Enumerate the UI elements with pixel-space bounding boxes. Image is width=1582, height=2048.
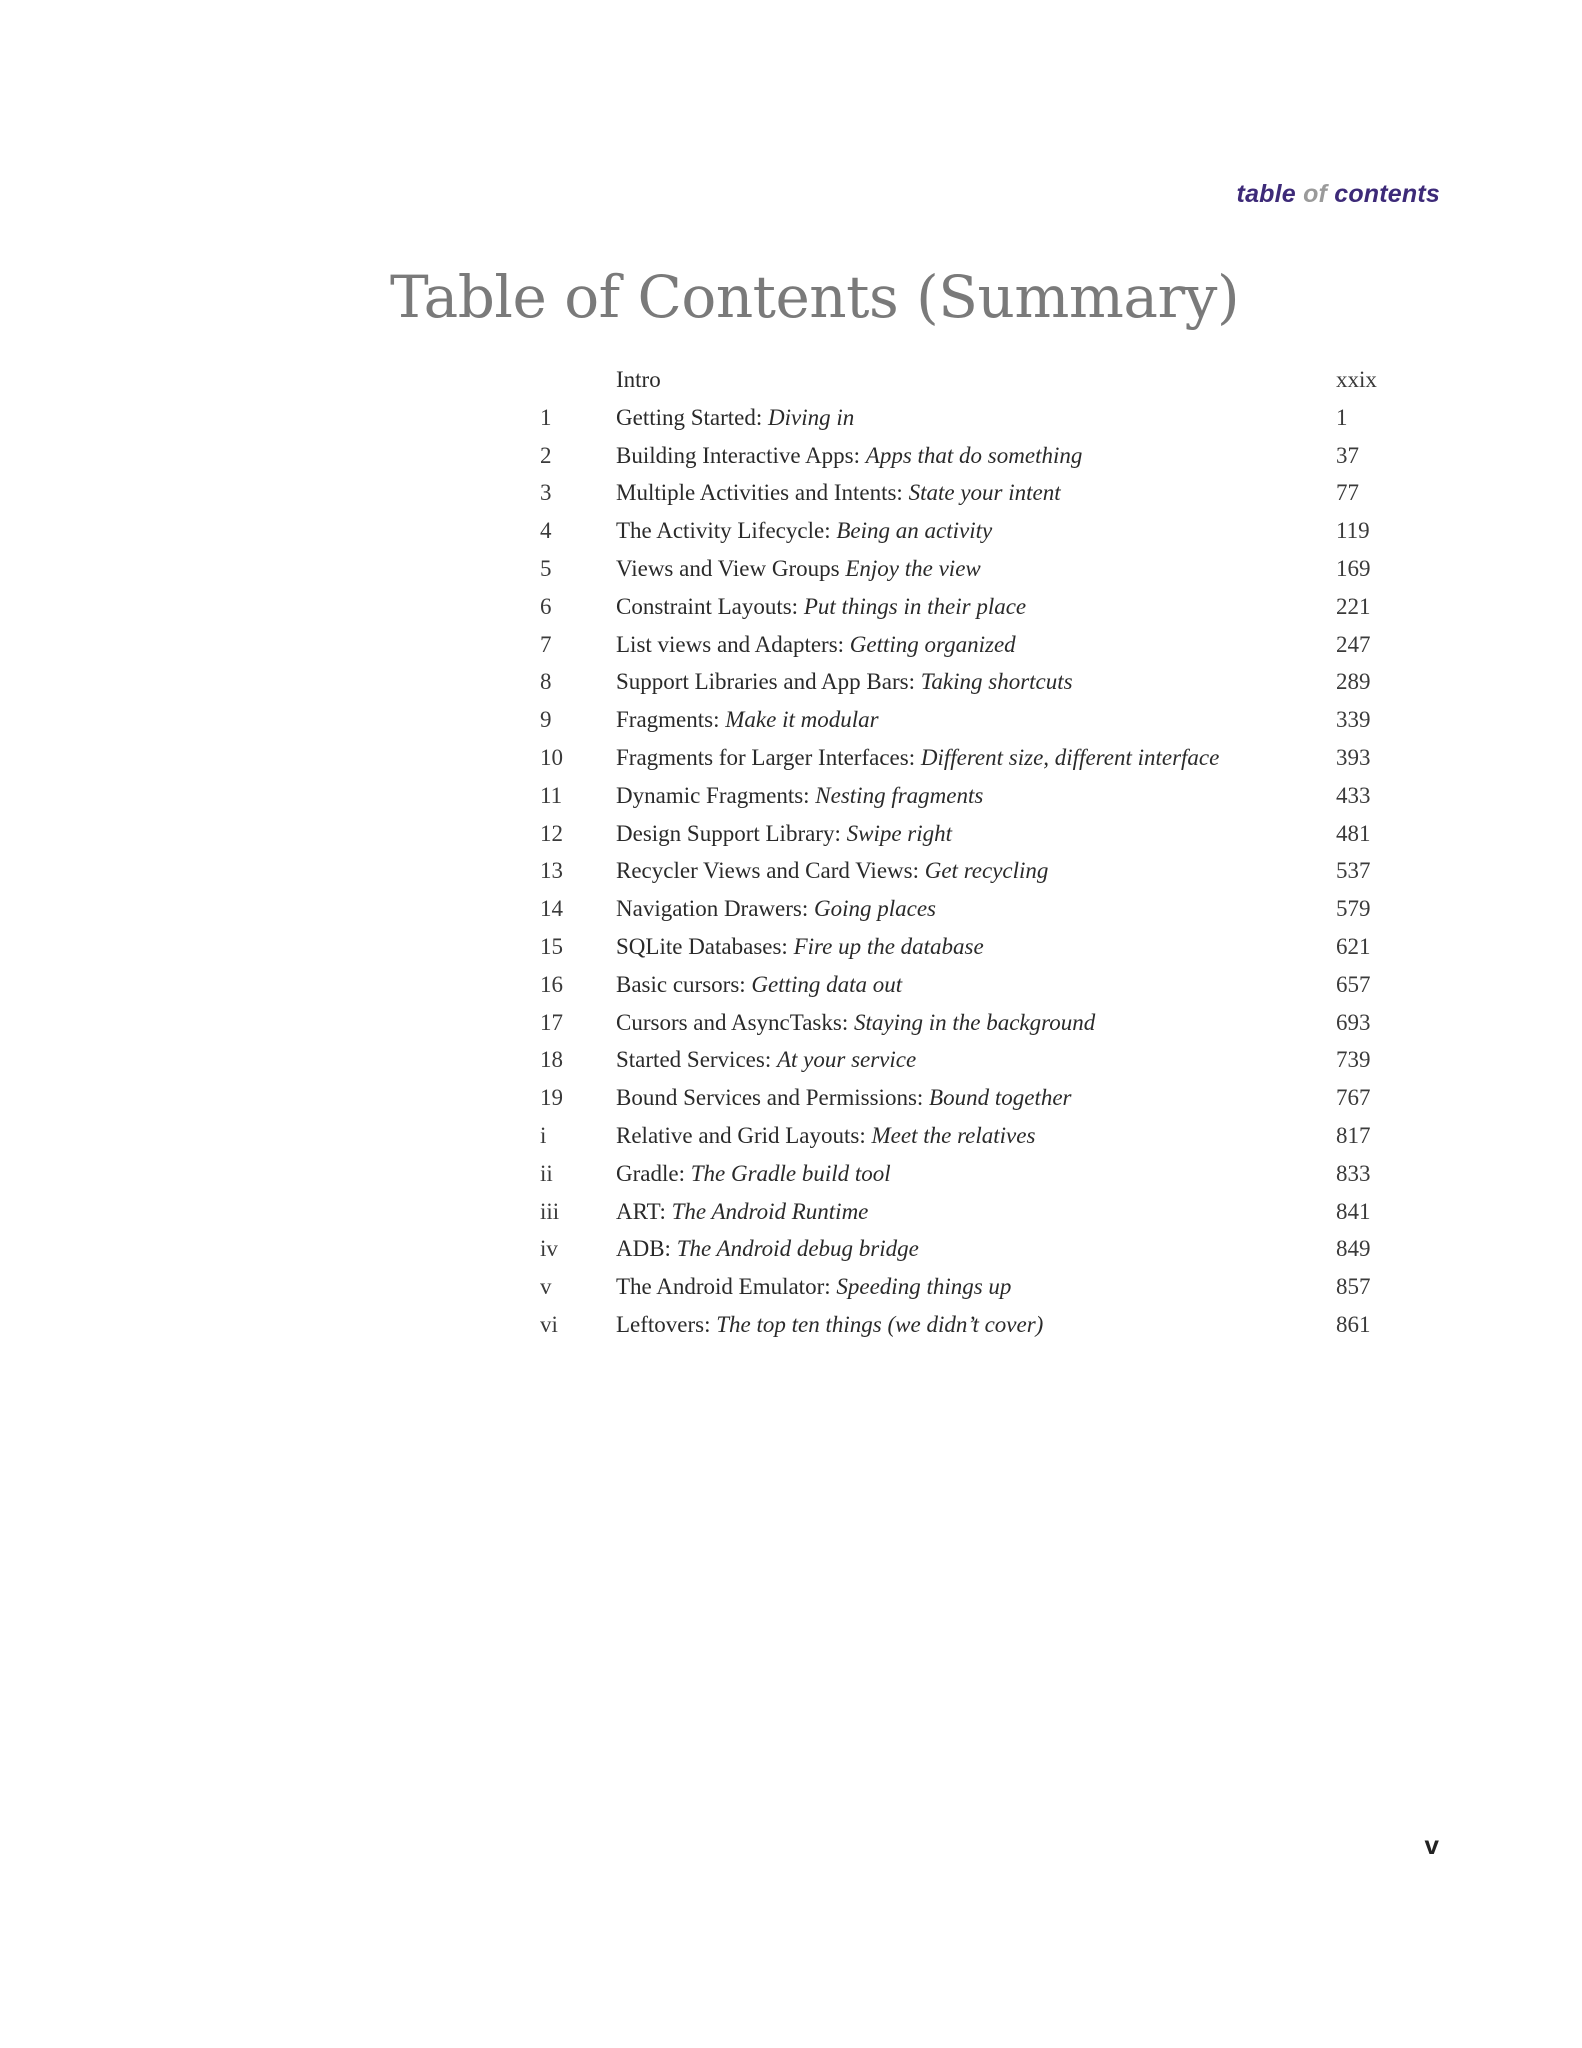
toc-entry-chapter-title: Design Support Library: bbox=[616, 820, 841, 846]
toc-entry-number: 1 bbox=[540, 404, 552, 430]
toc-entry bbox=[540, 739, 1390, 777]
toc-entry-subtitle: Going places bbox=[814, 896, 937, 922]
toc-entry-title bbox=[616, 399, 854, 437]
toc-entry-chapter-title: Recycler Views and Card Views: bbox=[616, 858, 919, 884]
toc-entry-chapter-title: The Activity Lifecycle: bbox=[616, 518, 831, 544]
toc-entry-subtitle: The Android debug bridge bbox=[676, 1236, 919, 1262]
toc-entry bbox=[540, 701, 1390, 739]
toc-entry-number: 19 bbox=[540, 1085, 563, 1111]
toc-entry bbox=[540, 663, 1390, 701]
toc-entry-title bbox=[616, 1155, 891, 1193]
toc-entry-number: 8 bbox=[540, 669, 552, 695]
toc-entry-title bbox=[616, 1230, 919, 1268]
toc-entry-chapter-title: Support Libraries and App Bars: bbox=[616, 669, 915, 695]
toc-entry-chapter-title: ADB: bbox=[616, 1236, 671, 1262]
toc-list bbox=[540, 361, 1390, 1344]
toc-entry bbox=[540, 852, 1390, 890]
toc-entry-subtitle: Swipe right bbox=[846, 820, 953, 846]
toc-entry-page: 857 bbox=[1336, 1274, 1371, 1300]
toc-entry-number: 7 bbox=[540, 631, 552, 657]
toc-entry-page: 579 bbox=[1336, 896, 1371, 922]
toc-entry-page: 537 bbox=[1336, 858, 1371, 884]
toc-entry-number: 2 bbox=[540, 442, 552, 468]
toc-entry-page: 481 bbox=[1336, 820, 1371, 846]
toc-entry-number: iii bbox=[540, 1198, 560, 1224]
page-number: v bbox=[1424, 1830, 1439, 1860]
toc-entry-title bbox=[616, 474, 1061, 512]
toc-entry-chapter-title: Building Interactive Apps: bbox=[616, 442, 861, 468]
toc-entry-page: 739 bbox=[1336, 1047, 1371, 1073]
toc-entry-subtitle: Different size, different interface bbox=[920, 744, 1220, 770]
toc-entry-chapter-title: Intro bbox=[616, 367, 661, 392]
toc-entry-title bbox=[616, 966, 902, 1004]
toc-entry-chapter-title: Multiple Activities and Intents: bbox=[616, 480, 903, 506]
toc-entry bbox=[540, 1155, 1390, 1193]
toc-entry-page: 339 bbox=[1336, 707, 1371, 733]
toc-entry-number: 10 bbox=[540, 744, 563, 770]
toc-entry bbox=[540, 1306, 1390, 1344]
toc-entry bbox=[540, 1004, 1390, 1042]
toc-entry-subtitle: Speeding things up bbox=[836, 1274, 1012, 1300]
toc-entry bbox=[540, 550, 1390, 588]
toc-entry-page: 841 bbox=[1336, 1198, 1371, 1224]
toc-entry-page: 849 bbox=[1336, 1236, 1371, 1262]
toc-entry bbox=[540, 474, 1390, 512]
toc-entry bbox=[540, 815, 1390, 853]
toc-entry-number: iv bbox=[540, 1236, 558, 1262]
toc-entry-subtitle: Meet the relatives bbox=[871, 1122, 1036, 1148]
running-head-contents: contents bbox=[1334, 180, 1440, 208]
toc-entry-chapter-title: Navigation Drawers: bbox=[616, 896, 809, 922]
toc-entry-number: 17 bbox=[540, 1009, 563, 1035]
toc-entry-subtitle: Put things in their place bbox=[803, 593, 1027, 619]
toc-entry-title bbox=[616, 1117, 1035, 1155]
toc-entry-chapter-title: Started Services: bbox=[616, 1047, 772, 1073]
toc-entry-title bbox=[616, 852, 1048, 890]
toc-entry-page: 289 bbox=[1336, 669, 1371, 695]
toc-entry bbox=[540, 890, 1390, 928]
toc-entry-title bbox=[616, 890, 936, 928]
toc-entry bbox=[540, 361, 1390, 399]
toc-entry-title bbox=[616, 663, 1073, 701]
toc-entry-title bbox=[616, 777, 983, 815]
toc-entry-chapter-title: Relative and Grid Layouts: bbox=[616, 1122, 866, 1148]
toc-entry-number: 9 bbox=[540, 707, 552, 733]
toc-entry-subtitle: Getting data out bbox=[751, 971, 903, 997]
running-head-of: of bbox=[1303, 180, 1328, 208]
toc-entry-page: 433 bbox=[1336, 782, 1371, 808]
toc-entry-page: 393 bbox=[1336, 744, 1371, 770]
toc-entry bbox=[540, 966, 1390, 1004]
toc-entry-chapter-title: ART: bbox=[616, 1198, 666, 1224]
toc-entry-title bbox=[616, 701, 879, 739]
toc-entry-chapter-title: List views and Adapters: bbox=[616, 631, 845, 657]
toc-entry-title bbox=[616, 588, 1026, 626]
toc-entry-chapter-title: Constraint Layouts: bbox=[616, 593, 799, 619]
toc-entry-number: ii bbox=[540, 1160, 553, 1186]
toc-entry-number: 4 bbox=[540, 518, 552, 544]
toc-entry-page: 621 bbox=[1336, 933, 1371, 959]
toc-entry-chapter-title: Dynamic Fragments: bbox=[616, 782, 810, 808]
toc-entry-page: 817 bbox=[1336, 1122, 1371, 1148]
toc-entry-subtitle: Getting organized bbox=[849, 631, 1016, 657]
toc-entry-subtitle: At your service bbox=[776, 1047, 917, 1073]
toc-entry-title bbox=[616, 739, 1219, 777]
toc-entry-number: 12 bbox=[540, 820, 563, 846]
toc-entry-subtitle: The Gradle build tool bbox=[690, 1160, 891, 1186]
toc-entry-subtitle: Staying in the background bbox=[853, 1009, 1096, 1035]
toc-entry-title bbox=[616, 1193, 868, 1231]
toc-entry-page: xxix bbox=[1336, 367, 1377, 392]
toc-entry-number: 18 bbox=[540, 1047, 563, 1073]
toc-entry bbox=[540, 1079, 1390, 1117]
toc-entry-chapter-title: Leftovers: bbox=[616, 1311, 711, 1337]
toc-entry-subtitle: Taking shortcuts bbox=[920, 669, 1073, 695]
toc-entry-number: 15 bbox=[540, 933, 563, 959]
toc-entry bbox=[540, 626, 1390, 664]
toc-entry-page: 693 bbox=[1336, 1009, 1371, 1035]
toc-entry-subtitle: The top ten things (we didn’t cover) bbox=[716, 1311, 1044, 1337]
toc-entry-page: 833 bbox=[1336, 1160, 1371, 1186]
toc-entry-chapter-title: Fragments for Larger Interfaces: bbox=[616, 744, 916, 770]
toc-entry bbox=[540, 588, 1390, 626]
toc-entry-chapter-title: SQLite Databases: bbox=[616, 933, 788, 959]
toc-entry-title bbox=[616, 928, 984, 966]
toc-entry-page: 767 bbox=[1336, 1085, 1371, 1111]
toc-entry bbox=[540, 437, 1390, 475]
toc-entry-page: 657 bbox=[1336, 971, 1371, 997]
running-head bbox=[1237, 180, 1440, 209]
toc-entry-chapter-title: Views and View Groups bbox=[616, 555, 840, 581]
toc-entry-chapter-title: Cursors and AsyncTasks: bbox=[616, 1009, 849, 1035]
toc-entry-title bbox=[616, 1306, 1043, 1344]
toc-entry-number: 14 bbox=[540, 896, 563, 922]
toc-entry-subtitle: Being an activity bbox=[836, 518, 993, 544]
toc-entry-number: v bbox=[540, 1274, 552, 1300]
toc-entry bbox=[540, 1117, 1390, 1155]
toc-entry-page: 119 bbox=[1336, 518, 1370, 544]
running-head-table: table bbox=[1236, 180, 1296, 208]
toc-entry bbox=[540, 1268, 1390, 1306]
toc-entry-subtitle: Bound together bbox=[929, 1085, 1072, 1111]
toc-entry-title bbox=[616, 626, 1016, 664]
toc-entry-title bbox=[616, 1268, 1011, 1306]
toc-entry-title bbox=[616, 1004, 1095, 1042]
toc-entry-subtitle: Get recycling bbox=[924, 858, 1049, 884]
toc-entry-number: 6 bbox=[540, 593, 552, 619]
toc-entry-page: 221 bbox=[1336, 593, 1371, 619]
toc-entry-subtitle: State your intent bbox=[908, 480, 1061, 506]
toc-entry-number: 5 bbox=[540, 555, 552, 581]
toc-entry bbox=[540, 512, 1390, 550]
toc-entry-chapter-title: Gradle: bbox=[616, 1160, 685, 1186]
toc-entry-subtitle: The Android Runtime bbox=[671, 1198, 869, 1224]
toc-entry bbox=[540, 928, 1390, 966]
page-title: Table of Contents (Summary) bbox=[390, 263, 1240, 331]
toc-entry-subtitle: Enjoy the view bbox=[845, 555, 981, 581]
toc-entry-page: 77 bbox=[1336, 480, 1359, 506]
toc-entry-title bbox=[616, 437, 1082, 475]
toc-entry-page: 169 bbox=[1336, 555, 1371, 581]
toc-entry-subtitle: Diving in bbox=[768, 404, 855, 430]
toc-entry-subtitle: Fire up the database bbox=[793, 933, 984, 959]
toc-entry-subtitle: Apps that do something bbox=[865, 442, 1083, 468]
toc-entry-number: vi bbox=[540, 1311, 558, 1337]
toc-entry-title bbox=[616, 815, 952, 853]
toc-entry-chapter-title: Fragments: bbox=[616, 707, 720, 733]
toc-entry-number: 13 bbox=[540, 858, 563, 884]
toc-entry-subtitle: Make it modular bbox=[725, 707, 879, 733]
toc-entry-title bbox=[616, 512, 992, 550]
toc-entry bbox=[540, 1193, 1390, 1231]
toc-entry-number: i bbox=[540, 1122, 547, 1148]
toc-entry-title bbox=[616, 1079, 1072, 1117]
toc-entry-page: 1 bbox=[1336, 404, 1348, 430]
toc-entry-number: 11 bbox=[540, 782, 563, 808]
toc-entry-number: 3 bbox=[540, 480, 552, 506]
toc-entry-title bbox=[616, 1041, 916, 1079]
toc-entry-number: 16 bbox=[540, 971, 563, 997]
toc-entry-subtitle: Nesting fragments bbox=[815, 782, 984, 808]
toc-entry bbox=[540, 1230, 1390, 1268]
toc-entry bbox=[540, 399, 1390, 437]
toc-entry-title bbox=[616, 361, 661, 399]
toc-entry-page: 247 bbox=[1336, 631, 1371, 657]
toc-entry-chapter-title: The Android Emulator: bbox=[616, 1274, 831, 1300]
toc-entry-title bbox=[616, 550, 981, 588]
toc-entry-chapter-title: Basic cursors: bbox=[616, 971, 746, 997]
toc-entry bbox=[540, 1041, 1390, 1079]
toc-entry bbox=[540, 777, 1390, 815]
toc-entry-page: 37 bbox=[1336, 442, 1359, 468]
toc-entry-chapter-title: Getting Started: bbox=[616, 404, 763, 430]
toc-entry-page: 861 bbox=[1336, 1311, 1371, 1337]
toc-entry-chapter-title: Bound Services and Permissions: bbox=[616, 1085, 924, 1111]
